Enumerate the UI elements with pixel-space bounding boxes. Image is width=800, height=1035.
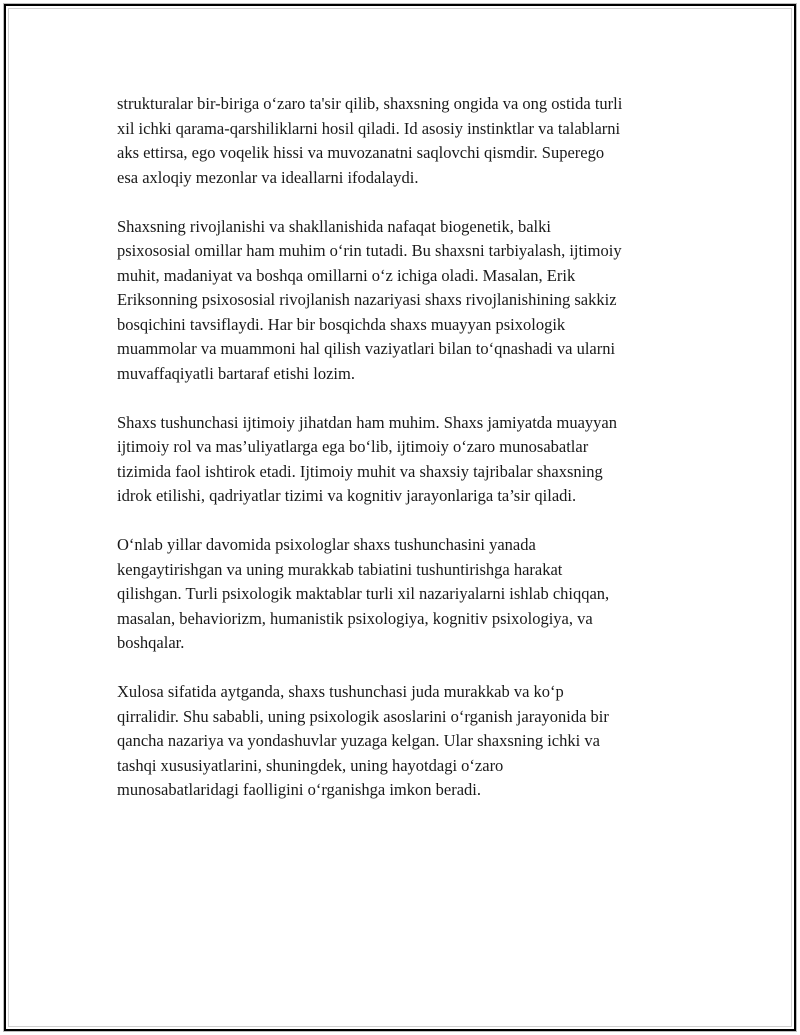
text-line: tashqi xususiyatlarini, shuningdek, uning hayotdagi o‘zaro [117, 755, 504, 775]
text-line: psixososial omillar ham muhim o‘rin tutadi. Bu shaxsni tarbiyalash, ijtimoiy [117, 241, 622, 260]
text-line: masalan, behaviorizm, humanistik psixologiya, kognitiv psixologiya, va [117, 608, 593, 628]
paragraph-5 [117, 680, 697, 803]
text-line: Eriksonning psixososial rivojlanish nazariyasi shaxs rivojlanishining sakkiz [117, 290, 617, 309]
text-line: ijtimoiy rol va mas’uliyatlarga ega bo‘lib, ijtimoiy o‘zaro munosabatlar [117, 437, 589, 456]
text-line: munosabatlaridagi faolligini o‘rganishga imkon beradi. [117, 780, 481, 799]
text-line: O‘nlab yillar davomida psixologlar shaxs tushunchasini yanada [117, 535, 536, 554]
text-line: muvaffaqiyatli bartaraf etishi lozim. [117, 363, 355, 383]
text-line: qirralidir. Shu sababli, uning psixologik asoslarini o‘rganish jarayonida bir [117, 706, 609, 726]
text-line: qancha nazariya va yondashuvlar yuzaga kelgan. Ular shaxsning ichki va [117, 731, 600, 750]
paragraph-4 [117, 533, 697, 656]
paragraph-1 [117, 92, 697, 190]
text-line: esa axloqiy mezonlar va ideallarni ifodalaydi. [117, 167, 419, 187]
text-line: Xulosa sifatida aytganda, shaxs tushunchasi juda murakkab va ko‘p [117, 682, 564, 701]
document-body [117, 92, 697, 827]
text-line: kengaytirishgan va uning murakkab tabiatini tushuntirishga harakat [117, 559, 563, 579]
text-line: boshqalar. [117, 633, 185, 652]
paragraph-3 [117, 411, 697, 509]
text-line: strukturalar bir-biriga o‘zaro ta'sir qilib, shaxsning ongida va ong ostida turli [117, 94, 623, 113]
text-line: Shaxsning rivojlanishi va shakllanishida nafaqat biogenetik, balki [117, 216, 551, 236]
paragraph-2 [117, 215, 697, 387]
text-line: idrok etilishi, qadriyatlar tizimi va kognitiv jarayonlariga ta’sir qiladi. [117, 486, 577, 505]
text-line: muhit, madaniyat va boshqa omillarni o‘z ichiga oladi. Masalan, Erik [117, 265, 576, 285]
text-line: muammolar va muammoni hal qilish vaziyatlari bilan to‘qnashadi va ularni [117, 339, 616, 358]
text-line: xil ichki qarama-qarshiliklarni hosil qiladi. Id asosiy instinktlar va talablarni [117, 118, 621, 138]
text-line: aks ettirsa, ego voqelik hissi va muvozanatni saqlovchi qismdir. Superego [117, 143, 605, 162]
text-line: Shaxs tushunchasi ijtimoiy jihatdan ham muhim. Shaxs jamiyatda muayyan [117, 412, 617, 432]
text-line: tizimida faol ishtirok etadi. Ijtimoiy muhit va shaxsiy tajribalar shaxsning [117, 461, 603, 481]
text-line: bosqichini tavsiflaydi. Har bir bosqichda shaxs muayyan psixologik [117, 314, 566, 334]
text-line: qilishgan. Turli psixologik maktablar turli xil nazariyalarni ishlab chiqqan, [117, 584, 610, 603]
